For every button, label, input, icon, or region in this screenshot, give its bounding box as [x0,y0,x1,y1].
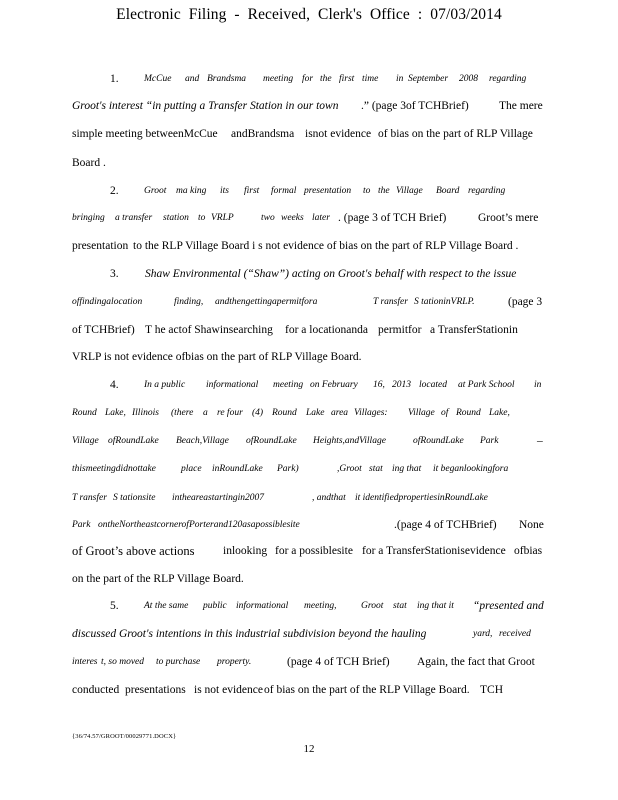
text-segment: “presented and [473,600,544,612]
text-segment: re four [217,408,243,418]
text-segment: 16, [373,380,385,390]
text-segment: September [408,74,449,84]
text-segment: In a public [144,380,186,390]
text-line [0,236,618,256]
text-segment: a transfer [115,213,153,223]
text-segment: TCH [480,684,503,696]
text-segment: (4) [252,408,264,418]
text-segment: permitfor [378,324,422,336]
text-segment: ,Groot [337,464,362,474]
text-segment: ing that it [417,601,454,611]
text-segment: bringing [72,213,105,223]
text-segment: to purchase [156,657,201,667]
text-segment: inRoundLake [212,464,263,474]
text-segment: Beach,Village [176,436,229,446]
text-segment: Village [72,436,99,446]
text-segment: later [312,213,330,223]
text-segment: of [441,408,449,418]
text-line [0,292,618,312]
text-segment: to [198,213,206,223]
text-segment: VRLP is not evidence ofbias on the part of RLP Village Board. [72,351,362,363]
text-segment: Lake [306,408,325,418]
text-segment: Again, the fact that Groot [417,656,535,668]
text-segment: thismeetingdidnottake [72,464,156,474]
text-segment: 1. [110,73,119,85]
text-segment: Park) [277,464,299,474]
text-segment: yard, [473,629,493,639]
text-segment: stat [393,601,407,611]
text-segment: 2. [110,185,119,197]
text-segment: in [396,74,404,84]
text-segment: .(page 4 of TCHBrief) [394,519,497,531]
text-segment: public [203,601,227,611]
text-line [0,69,618,89]
text-segment: its [220,186,229,196]
text-line [0,403,618,423]
text-segment: Village [408,408,435,418]
text-line [0,431,618,451]
text-segment: on the part of the RLP Village Board. [72,573,244,585]
text-segment: formal [271,186,297,196]
text-segment: ontheNortheastcornerofPorterand120asapossiblesite [98,520,300,530]
text-segment: inlooking [223,545,268,557]
text-segment: The mere [499,100,543,112]
text-segment: , andthat [312,493,346,503]
text-segment: of TCHBrief) [72,324,135,336]
text-segment: the [320,74,332,84]
text-segment: to [363,186,371,196]
text-segment: it identifiedpropertiesinRoundLake [355,493,488,503]
text-segment: 4. [110,379,119,391]
text-segment: Villages: [354,408,388,418]
text-line [0,264,618,284]
text-segment: andBrandsma [231,128,295,140]
text-segment: ofRoundLake [108,436,159,446]
text-segment: conducted [72,684,120,696]
text-segment: 2008 [459,74,478,84]
text-line [0,208,618,228]
text-segment: stat [369,464,383,474]
text-segment: first [244,186,260,196]
text-segment: a [203,408,208,418]
text-line [0,153,618,173]
text-line [0,375,618,395]
text-segment: S tationinVRLP. [414,297,475,307]
text-segment: 5. [110,600,119,612]
text-segment: the [378,186,390,196]
page-number: 12 [303,743,315,755]
text-segment: T he actof Shawinsearching [145,324,273,336]
text-line [0,541,618,561]
text-segment: – [537,435,543,447]
text-segment: presentation [72,240,129,252]
text-segment: regarding [468,186,506,196]
text-segment: ma king [176,186,207,196]
text-segment: Village [396,186,423,196]
text-segment: of Groot’s above actions [72,544,195,558]
text-segment: Shaw Environmental (“Shaw”) acting on Groot's behalf with respect to the issue [145,268,517,280]
text-segment: Brandsma [207,74,247,84]
text-segment: two [261,213,275,223]
text-segment: Groot’s mere [478,212,539,224]
text-segment: ofbias [514,545,543,557]
text-segment: of bias on the part of RLP Village [378,128,533,140]
text-segment: . (page 3 of TCH Brief) [338,212,447,224]
text-segment: (page 4 of TCH Brief) [287,656,390,668]
text-segment: ofRoundLake [246,436,297,446]
text-segment: ofRoundLake [413,436,464,446]
text-segment: simple meeting betweenMcCue [72,128,218,140]
text-segment: isnot evidence [305,128,372,140]
text-segment: (there [171,408,194,418]
text-segment: Round [456,408,481,418]
text-segment: for [302,74,314,84]
text-segment: meeting, [304,601,337,611]
text-line [0,347,618,367]
text-segment: finding, [174,297,204,307]
text-segment: At the same [144,601,189,611]
text-segment: first [339,74,355,84]
text-segment: Illinois [132,408,159,418]
text-line [0,459,618,479]
text-line [0,124,618,144]
text-segment: is not evidence [194,684,263,696]
text-segment: regarding [489,74,527,84]
text-segment: interes [72,657,98,667]
text-line [0,596,618,616]
text-segment: meeting [273,380,304,390]
text-segment: None [519,519,544,531]
text-segment: area [331,408,349,418]
text-segment: Groot's interest “in putting a Transfer Station in our town [72,100,339,112]
text-segment: Park [480,436,499,446]
text-segment: on February [310,380,358,390]
text-segment: T ransfer [72,493,107,503]
text-line [0,488,618,508]
text-segment: for a TransferStationisevidence [362,545,506,557]
text-segment: 2013 [392,380,411,390]
text-segment: informational [236,601,289,611]
text-segment: Board [436,186,460,196]
text-segment: VRLP [211,213,234,223]
text-segment: Park [72,520,91,530]
text-segment: S tationsite [113,493,156,503]
text-segment: andthengettingapermitfora [215,297,318,307]
text-segment: place [181,464,202,474]
text-line [0,96,618,116]
text-segment: Lake, [489,408,510,418]
text-line [0,652,618,672]
text-segment: for a possiblesite [275,545,353,557]
text-segment: Round [272,408,297,418]
text-segment: Heights,andVillage [313,436,386,446]
text-segment: ing that [392,464,422,474]
text-segment: station [163,213,189,223]
text-segment: located [419,380,447,390]
text-segment: intheareastartingin2007 [172,493,265,503]
text-segment: meeting [263,74,294,84]
text-segment: at Park School [458,380,515,390]
text-segment: Groot [144,186,167,196]
text-line [0,320,618,340]
text-segment: it beganlookingfora [433,464,509,474]
text-segment: to the RLP Village Board i s not evidence of bias on the part of RLP Village Board . [133,240,519,252]
text-segment: in [534,380,542,390]
text-line [0,569,618,589]
text-segment: Groot [361,601,384,611]
text-segment: (page 3 [508,296,543,308]
text-segment: received [499,629,531,639]
text-segment: of bias on the part of the RLP Village Board. [264,684,470,696]
text-segment: T ransfer [373,297,408,307]
text-segment: weeks [281,213,304,223]
text-segment: presentations [125,684,186,696]
text-segment: presentation [304,186,352,196]
text-segment: informational [206,380,259,390]
text-segment: discussed Groot's intentions in this industrial subdivision beyond the hauling [72,628,427,640]
text-line [0,680,618,700]
text-segment: a TransferStationin [430,324,518,336]
text-segment: 3. [110,268,119,280]
text-segment: offindingalocation [72,297,143,307]
text-segment: for a locationanda [285,324,369,336]
text-segment: time [362,74,379,84]
text-segment: Round [72,408,97,418]
text-segment: property. [217,657,252,667]
text-segment: McCue [144,74,172,84]
text-line [0,624,618,644]
text-line [0,181,618,201]
text-segment: t, so moved [101,657,145,667]
text-segment: Board . [72,157,106,169]
text-segment: and [185,74,200,84]
text-segment: Lake, [105,408,126,418]
text-line [0,515,618,535]
text-segment: .” (page 3of TCHBrief) [361,100,469,112]
footer-document-code: {36/74.57/GROOT/00029771.DOCX} [72,733,177,740]
document-header: Electronic Filing - Received, Clerk's Office : 07/03/2014 [116,6,502,23]
